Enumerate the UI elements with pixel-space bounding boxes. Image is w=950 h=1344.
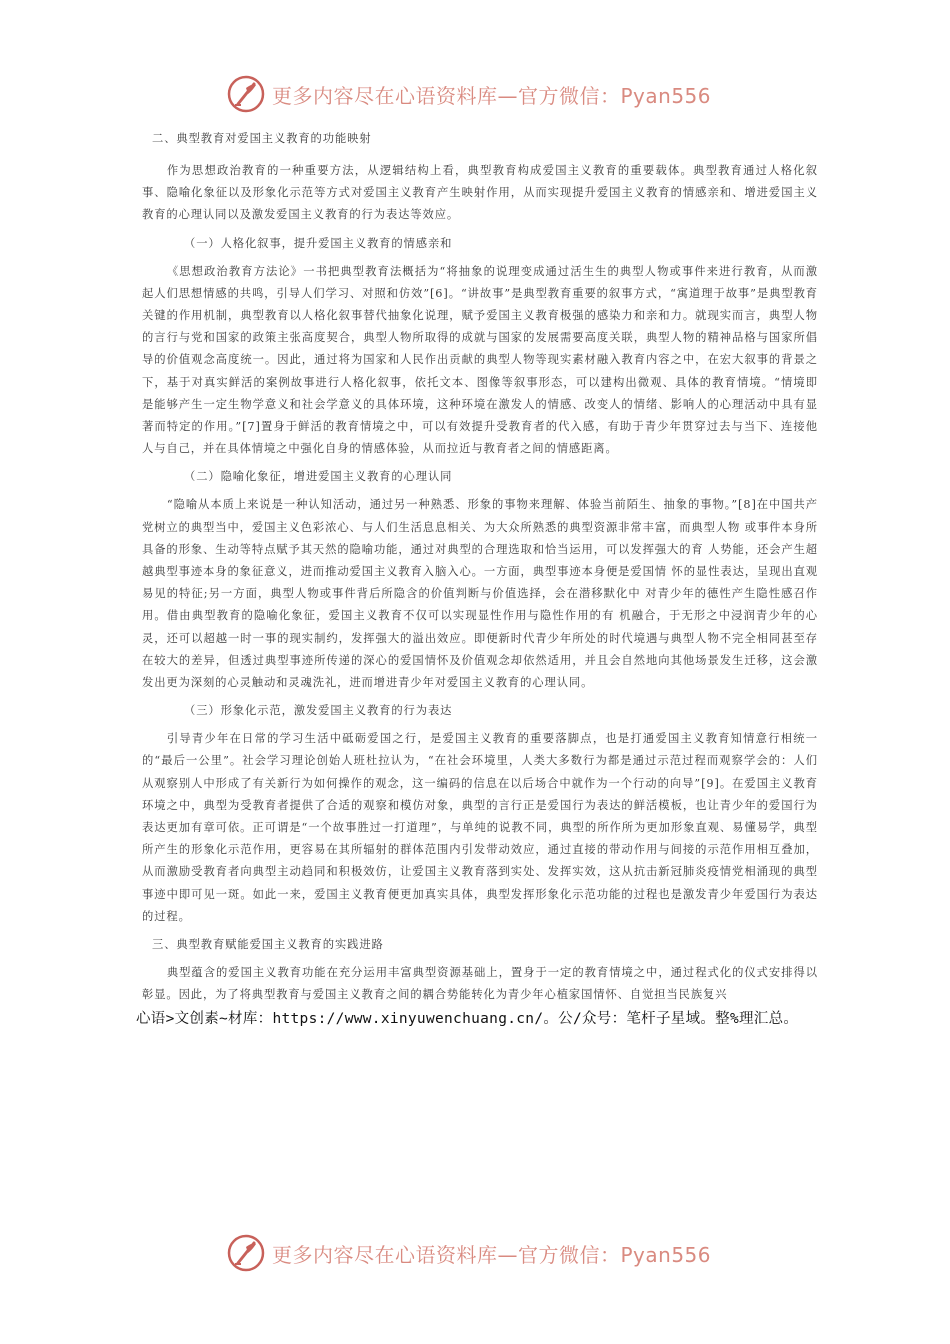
footer-banner (226, 1231, 726, 1275)
subsection-heading: （一）人格化叙事，提升爱国主义教育的情感亲和 (184, 236, 453, 250)
quill-logo-icon (226, 74, 266, 114)
subsection-heading: （二）隐喻化象征，增进爱国主义教育的心理认同 (184, 470, 453, 484)
paragraph: 《思想政治教育方法论》一书把典型教育法概括为“将抽象的说理变成通过活生生的典型人物或事件来进行教育，从而激起人们思想情感的共鸣，引导人们学习、对照和仿效”[6]。“讲故事”是典型教育重要的叙事方式，“寓道理于故事”是典型教育关键的作用机制，典型教育以人格化叙事替代抽象化说理，赋予爱国主义教育极强的感染力和亲和力。就现实而言，典型人物的言行与党和国家的政策主张高度契合，典型人物所取得的成就与国家的发展需要高度关联，典型人物的精神品格与国家所倡导的价值观念高度统一。因此，通过将为国家和人民作出贡献的典型人物等现实素材融入教育内容之中，在宏大叙事的背景之下，基于对真实鲜活的案例故事进行人格化叙事，依托文本、图像等叙事形态，可以建构出微观、具体的教育情境。“情境即是能够产生一定生物学意义和社会学意义的具体环境，这种环境在激发人的情感、改变人的情绪、影响人的心理活动中具有显著而特定的作用。”[7]置身于鲜活的教育情境之中，可以有效提升受教育者的代入感，有助于青少年贯穿过去与当下、连接他人与自己，并在具体情境之中强化自身的情感体验，从而拉近与教育者之间的情感距离。 (142, 264, 818, 456)
paragraph: “隐喻从本质上来说是一种认知活动，通过另一种熟悉、形象的事物来理解、体验当前陌生、抽象的事物。”[8]在中国共产党树立的典型当中，爱国主义色彩浓心、与人们生活息息相关、为大众所熟悉的典型资源非常丰富，而典型人物 或事件本身所具备的形象、生动等特点赋予其天然的隐喻功能，通过对典型的合理选取和恰当运用，可以发挥强大的育 人势能，还会产生超越典型事迹本身的象征意义，进而推动爱国主义教育入脑入心。一方面，典型事迹本身便是爱国情 怀的显性表达，呈现出直观易见的特征;另一方面，典型人物或事件背后所隐含的价值判断与价值选择，会在潜移默化中 对青少年的德性产生隐性感召作用。借由典型教育的隐喻化象征，爱国主义教育不仅可以实现显性作用与隐性作用的有 机融合，于无形之中浸润青少年的心灵，还可以超越一时一事的现实制约，发挥强大的溢出效应。即便新时代青少年所处的时代境遇与典型人物不完全相同甚至存在较大的差异，但透过典型事迹所传递的深心的爱国情怀及价值观念却依然适用，并且会自然地向其他场景发生迁移，这会激发出更为深刻的心灵触动和灵魂洗礼，进而增进青少年对爱国主义教育的心理认同。 (142, 498, 818, 690)
section-heading: 二、典型教育对爱国主义教育的功能映射 (152, 132, 372, 145)
section-heading: 三、典型教育赋能爱国主义教育的实践进路 (152, 938, 384, 952)
quill-logo-icon (226, 1233, 266, 1273)
subsection-heading: （三）形象化示范，激发爱国主义教育的行为表达 (184, 704, 453, 718)
source-note: 心语>文创素~材库：https://www.xinyuwenchuang.cn/。公/众号：笔杆子星域。整%理汇总。 (136, 1010, 799, 1027)
banner-text: 更多内容尽在心语资料库—官方微信：Pyan556 (272, 83, 712, 108)
document-body (136, 128, 818, 1031)
paragraph: 典型蕴含的爱国主义教育功能在充分运用丰富典型资源基础上，置身于一定的教育情境之中，通过程式化的仪式安排得以彰显。因此，为了将典型教育与爱国主义教育之间的耦合势能转化为青少年心植家国情怀、自觉担当民族复兴 (142, 966, 818, 1002)
paragraph: 引导青少年在日常的学习生活中砥砺爱国之行，是爱国主义教育的重要落脚点，也是打通爱国主义教育知情意行相统一的“最后一公里”。社会学习理论创始人班杜拉认为，“在社会环境里，人类大多数行为都是通过示范过程而观察学会的：人们从观察别人中形成了有关新行为如何操作的观念，这一编码的信息在以后场合中就作为一个行动的向导”[9]。在爱国主义教育环境之中，典型为受教育者提供了合适的观察和模仿对象，典型的言行正是爱国行为表达的鲜活模板，也让青少年的爱国行为表达更加有章可依。正可谓是“一个故事胜过一打道理”，与单纯的说教不同，典型的所作所为更加形象直观、易懂易学，典型所产生的形象化示范作用，更容易在其所辐射的群体范围内引发带动效应，通过直接的带动作用与间接的示范作用相互叠加，从而激励受教育者向典型主动趋同和积极效仿，让爱国主义教育落到实处、发挥实效，这从抗击新冠肺炎疫情党相涌现的典型事迹中即可见一斑。如此一来，爱国主义教育便更加真实具体，典型发挥形象化示范功能的过程也是激发青少年爱国行为表达的过程。 (142, 732, 818, 923)
header-banner (226, 72, 726, 116)
paragraph: 作为思想政治教育的一种重要方法，从逻辑结构上看，典型教育构成爱国主义教育的重要载体。典型教育通过人格化叙事、隐喻化象征以及形象化示范等方式对爱国主义教育产生映射作用，从而实现提升爱国主义教育的情感亲和、增进爱国主义教育的心理认同以及激发爱国主义教育的行为表达等效应。 (142, 164, 818, 222)
banner-text: 更多内容尽在心语资料库—官方微信：Pyan556 (272, 1242, 712, 1267)
